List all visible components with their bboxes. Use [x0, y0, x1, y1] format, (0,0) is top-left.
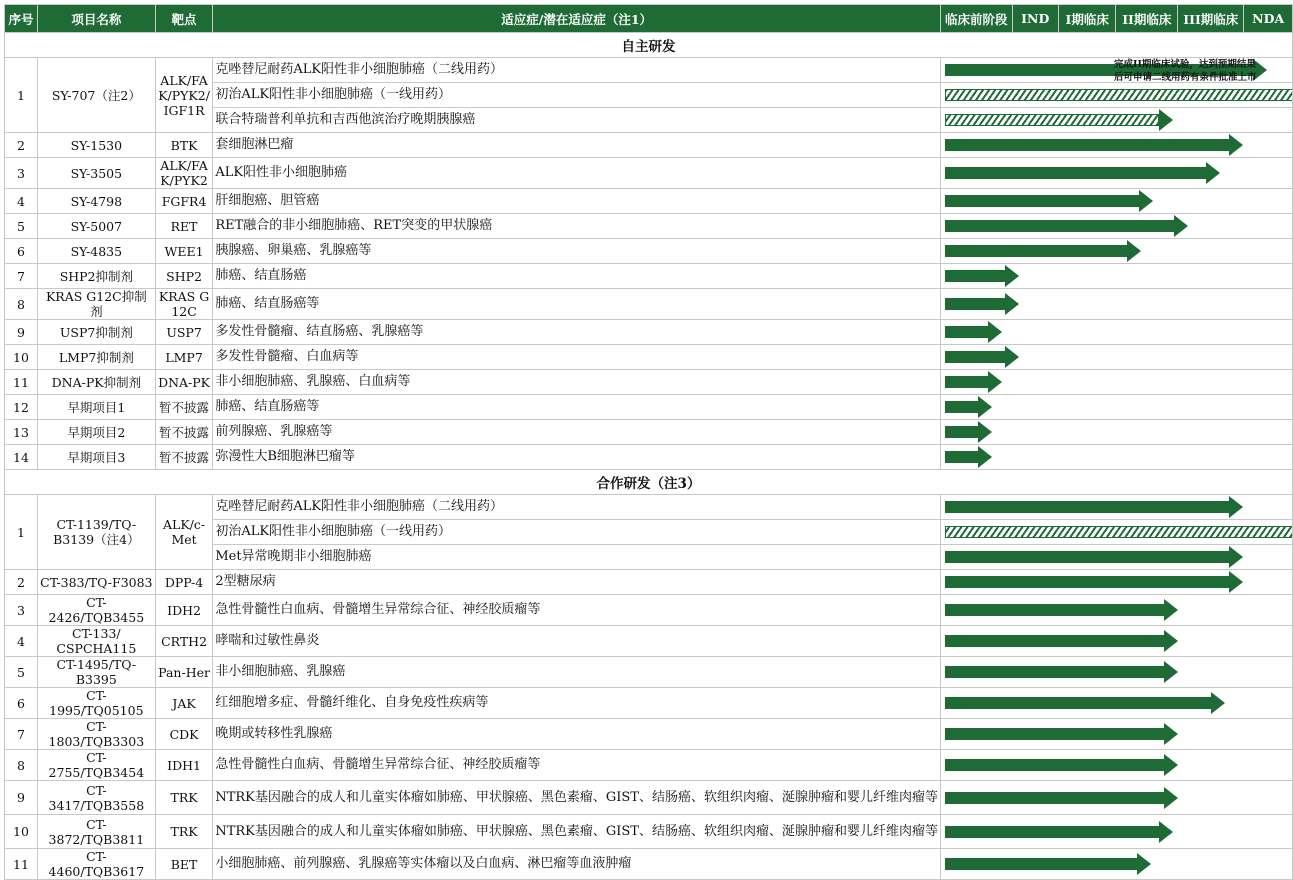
- progress-cell: [940, 750, 1292, 781]
- project-no: 1: [5, 495, 38, 570]
- table-row: [5, 420, 1293, 445]
- arrow-shaft-hatched: [945, 114, 1159, 126]
- col-header-phase3: III期临床: [1178, 5, 1244, 33]
- project-name: CT-383/TQ-F3083: [37, 570, 155, 595]
- arrow-head: [988, 321, 1002, 343]
- arrow-shaft-hatched: [945, 526, 1293, 538]
- project-target: CDK: [155, 719, 213, 750]
- project-target: TRK: [155, 815, 213, 849]
- progress-arrow: [945, 571, 1243, 593]
- arrow-shaft: [945, 635, 1164, 647]
- project-name: CT-2426/TQB3455: [37, 595, 155, 626]
- project-target: CRTH2: [155, 626, 213, 657]
- project-name: CT-1995/TQ05105: [37, 688, 155, 719]
- project-name: CT-1495/TQ-B3395: [37, 657, 155, 688]
- progress-arrow: [945, 630, 1178, 652]
- project-target: TRK: [155, 781, 213, 815]
- arrow-shaft-hatched: [945, 89, 1293, 101]
- indication: Met异常晚期非小细胞肺癌: [213, 545, 941, 570]
- progress-cell: [940, 345, 1292, 370]
- project-no: 14: [5, 445, 38, 470]
- indication: 哮喘和过敏性鼻炎: [213, 626, 941, 657]
- progress-cell: [940, 781, 1292, 815]
- progress-arrow: [945, 265, 1019, 287]
- project-no: 4: [5, 626, 38, 657]
- progress-arrow: [945, 446, 992, 468]
- table-row: [5, 320, 1293, 345]
- progress-cell: [940, 545, 1292, 570]
- project-name: DNA-PK抑制剂: [37, 370, 155, 395]
- indication: 2型糖尿病: [213, 570, 941, 595]
- project-target: SHP2: [155, 264, 213, 289]
- arrow-head: [1005, 265, 1019, 287]
- project-target: IDH1: [155, 750, 213, 781]
- progress-cell: [940, 320, 1292, 345]
- progress-cell: [940, 133, 1292, 158]
- progress-arrow: [945, 240, 1141, 262]
- project-target: WEE1: [155, 239, 213, 264]
- arrow-head: [1164, 599, 1178, 621]
- project-target: DPP-4: [155, 570, 213, 595]
- progress-cell: [940, 239, 1292, 264]
- arrow-shaft: [945, 220, 1174, 232]
- section-title: 合作研发（注3）: [5, 470, 1293, 495]
- project-no: 8: [5, 289, 38, 320]
- note-line-2: 后可申请二线用药有条件批准上市: [1114, 72, 1257, 83]
- indication: 肺癌、结直肠癌等: [213, 395, 941, 420]
- arrow-shaft: [945, 501, 1229, 513]
- arrow-shaft: [945, 326, 988, 338]
- indication: 初治ALK阳性非小细胞肺癌（一线用药）: [213, 83, 941, 108]
- phase2-note: [1114, 58, 1257, 84]
- arrow-head: [1164, 787, 1178, 809]
- arrow-head: [1229, 546, 1243, 568]
- progress-cell: [940, 264, 1292, 289]
- indication: 急性骨髓性白血病、骨髓增生异常综合征、神经胶质瘤等: [213, 595, 941, 626]
- arrow-shaft: [945, 792, 1164, 804]
- arrow-head: [1164, 630, 1178, 652]
- project-target: ALK/c-Met: [155, 495, 213, 570]
- project-name: SY-4835: [37, 239, 155, 264]
- indication: 晚期或转移性乳腺癌: [213, 719, 941, 750]
- col-header-no: 序号: [5, 5, 38, 33]
- project-no: 9: [5, 781, 38, 815]
- progress-cell: [940, 420, 1292, 445]
- arrow-shaft: [945, 167, 1206, 179]
- indication: 多发性骨髓瘤、白血病等: [213, 345, 941, 370]
- col-header-ind: IND: [1012, 5, 1058, 33]
- col-header-target: 靶点: [155, 5, 213, 33]
- arrow-shaft: [945, 245, 1127, 257]
- arrow-head: [1005, 293, 1019, 315]
- arrow-shaft: [945, 270, 1005, 282]
- progress-cell: [940, 445, 1292, 470]
- project-name: LMP7抑制剂: [37, 345, 155, 370]
- project-target: RET: [155, 214, 213, 239]
- table-row: [5, 58, 1293, 83]
- progress-cell: [940, 214, 1292, 239]
- project-no: 11: [5, 370, 38, 395]
- progress-arrow: [945, 496, 1243, 518]
- project-name: SY-707（注2）: [37, 58, 155, 133]
- arrow-shaft: [945, 604, 1164, 616]
- arrow-head: [1139, 190, 1153, 212]
- table-row: [5, 445, 1293, 470]
- progress-arrow: [945, 321, 1002, 343]
- pipeline-table: [4, 4, 1293, 880]
- progress-cell: [940, 595, 1292, 626]
- project-target: DNA-PK: [155, 370, 213, 395]
- progress-cell: [940, 158, 1292, 189]
- arrow-head: [1137, 853, 1151, 875]
- table-row: [5, 158, 1293, 189]
- arrow-shaft: [945, 298, 1005, 310]
- project-target: KRAS G12C: [155, 289, 213, 320]
- progress-arrow: [945, 371, 1002, 393]
- project-name: SY-4798: [37, 189, 155, 214]
- project-name: USP7抑制剂: [37, 320, 155, 345]
- progress-cell: [940, 849, 1292, 880]
- project-no: 8: [5, 750, 38, 781]
- project-name: CT-2755/TQB3454: [37, 750, 155, 781]
- table-row: [5, 239, 1293, 264]
- progress-cell: [940, 108, 1292, 133]
- project-no: 5: [5, 657, 38, 688]
- table-row: [5, 395, 1293, 420]
- project-no: 5: [5, 214, 38, 239]
- progress-arrow: [945, 599, 1178, 621]
- progress-arrow: [945, 723, 1178, 745]
- project-no: 1: [5, 58, 38, 133]
- arrow-shaft: [945, 376, 988, 388]
- arrow-shaft: [945, 401, 978, 413]
- indication: 克唑替尼耐药ALK阳性非小细胞肺癌（二线用药）: [213, 58, 941, 83]
- table-row: [5, 345, 1293, 370]
- project-name: SY-5007: [37, 214, 155, 239]
- project-no: 6: [5, 239, 38, 264]
- indication: 肺癌、结直肠癌: [213, 264, 941, 289]
- indication: NTRK基因融合的成人和儿童实体瘤如肺癌、甲状腺癌、黑色素瘤、GIST、结肠癌、软组织肉瘤、涎腺肿瘤和婴儿纤维肉瘤等: [213, 815, 941, 849]
- arrow-shaft: [945, 351, 1005, 363]
- indication: 前列腺癌、乳腺癌等: [213, 420, 941, 445]
- arrow-shaft: [945, 451, 978, 463]
- table-row: [5, 595, 1293, 626]
- arrow-head: [978, 396, 992, 418]
- col-header-preclinical: 临床前阶段: [940, 5, 1012, 33]
- table-row: [5, 495, 1293, 520]
- project-no: 2: [5, 133, 38, 158]
- arrow-shaft: [945, 697, 1211, 709]
- arrow-shaft: [945, 826, 1159, 838]
- project-no: 11: [5, 849, 38, 880]
- arrow-head: [1127, 240, 1141, 262]
- progress-arrow: [945, 787, 1178, 809]
- project-no: 4: [5, 189, 38, 214]
- project-name: SHP2抑制剂: [37, 264, 155, 289]
- arrow-shaft: [945, 759, 1164, 771]
- project-target: USP7: [155, 320, 213, 345]
- project-name: CT-1803/TQB3303: [37, 719, 155, 750]
- indication: 急性骨髓性白血病、骨髓增生异常综合征、神经胶质瘤等: [213, 750, 941, 781]
- indication: 胰腺癌、卵巢癌、乳腺癌等: [213, 239, 941, 264]
- arrow-head: [1206, 162, 1220, 184]
- table-row: [5, 214, 1293, 239]
- col-header-indication: 适应症/潜在适应症（注1）: [213, 5, 941, 33]
- progress-cell: [940, 520, 1292, 545]
- indication: 肝细胞癌、胆管癌: [213, 189, 941, 214]
- project-target: Pan-Her: [155, 657, 213, 688]
- arrow-shaft: [945, 576, 1229, 588]
- indication: 非小细胞肺癌、乳腺癌: [213, 657, 941, 688]
- project-target: JAK: [155, 688, 213, 719]
- indication: 套细胞淋巴瘤: [213, 133, 941, 158]
- project-name: CT-1139/TQ-B3139（注4）: [37, 495, 155, 570]
- table-row: [5, 815, 1293, 849]
- table-row: [5, 289, 1293, 320]
- arrow-head: [978, 421, 992, 443]
- indication: 弥漫性大B细胞淋巴瘤等: [213, 445, 941, 470]
- table-row: [5, 849, 1293, 880]
- project-name: 早期项目3: [37, 445, 155, 470]
- project-name: 早期项目1: [37, 395, 155, 420]
- arrow-head: [1211, 692, 1225, 714]
- progress-arrow: [945, 421, 992, 443]
- indication: 初治ALK阳性非小细胞肺癌（一线用药）: [213, 520, 941, 545]
- project-target: 暂不披露: [155, 420, 213, 445]
- project-name: SY-3505: [37, 158, 155, 189]
- progress-arrow: [945, 821, 1173, 843]
- indication: 肺癌、结直肠癌等: [213, 289, 941, 320]
- progress-arrow: [945, 109, 1173, 131]
- project-name: CT-133/ CSPCHA115: [37, 626, 155, 657]
- table-row: [5, 626, 1293, 657]
- arrow-shaft: [945, 666, 1164, 678]
- project-target: BET: [155, 849, 213, 880]
- progress-arrow: [945, 754, 1178, 776]
- arrow-head: [978, 446, 992, 468]
- project-target: ALK/FAK/PYK2: [155, 158, 213, 189]
- arrow-head: [988, 371, 1002, 393]
- arrow-shaft: [945, 551, 1229, 563]
- col-header-nda: NDA: [1244, 5, 1293, 33]
- arrow-head: [1005, 346, 1019, 368]
- arrow-shaft: [945, 858, 1137, 870]
- table-row: [5, 688, 1293, 719]
- arrow-shaft: [945, 195, 1139, 207]
- col-header-phase2: II期临床: [1116, 5, 1178, 33]
- table-row: [5, 719, 1293, 750]
- table-row: [5, 750, 1293, 781]
- project-name: 早期项目2: [37, 420, 155, 445]
- progress-arrow: [945, 215, 1188, 237]
- indication: 小细胞肺癌、前列腺癌、乳腺癌等实体瘤以及白血病、淋巴瘤等血液肿瘤: [213, 849, 941, 880]
- arrow-head: [1229, 134, 1243, 156]
- arrow-head: [1164, 661, 1178, 683]
- project-no: 6: [5, 688, 38, 719]
- project-no: 9: [5, 320, 38, 345]
- project-target: BTK: [155, 133, 213, 158]
- table-row: [5, 657, 1293, 688]
- col-header-phase1: I期临床: [1058, 5, 1116, 33]
- section-row: [5, 33, 1293, 58]
- progress-arrow: [945, 134, 1243, 156]
- progress-arrow: [945, 84, 1293, 106]
- progress-cell: [940, 495, 1292, 520]
- project-target: 暂不披露: [155, 445, 213, 470]
- col-header-name: 项目名称: [37, 5, 155, 33]
- project-no: 10: [5, 345, 38, 370]
- note-line-1: 完成II期临床试验，达到预期结果: [1114, 59, 1256, 70]
- indication: 红细胞增多症、骨髓纤维化、自身免疫性疾病等: [213, 688, 941, 719]
- arrow-head: [1164, 754, 1178, 776]
- progress-arrow: [945, 692, 1225, 714]
- progress-cell: [940, 395, 1292, 420]
- indication: 克唑替尼耐药ALK阳性非小细胞肺癌（二线用药）: [213, 495, 941, 520]
- arrow-head: [1174, 215, 1188, 237]
- progress-arrow: [945, 396, 992, 418]
- table-row: [5, 570, 1293, 595]
- project-no: 3: [5, 158, 38, 189]
- indication: 多发性骨髓瘤、结直肠癌、乳腺癌等: [213, 320, 941, 345]
- progress-cell: [940, 370, 1292, 395]
- progress-arrow: [945, 521, 1293, 543]
- arrow-shaft: [945, 728, 1164, 740]
- project-name: CT-3417/TQB3558: [37, 781, 155, 815]
- progress-cell: [940, 626, 1292, 657]
- arrow-head: [1159, 821, 1173, 843]
- table-row: [5, 133, 1293, 158]
- progress-arrow: [945, 346, 1019, 368]
- indication: ALK阳性非小细胞肺癌: [213, 158, 941, 189]
- arrow-head: [1229, 496, 1243, 518]
- table-row: [5, 189, 1293, 214]
- progress-cell: [940, 815, 1292, 849]
- project-no: 13: [5, 420, 38, 445]
- project-name: SY-1530: [37, 133, 155, 158]
- progress-arrow: [945, 293, 1019, 315]
- progress-cell: [940, 289, 1292, 320]
- indication: RET融合的非小细胞肺癌、RET突变的甲状腺癌: [213, 214, 941, 239]
- progress-cell: [940, 83, 1292, 108]
- progress-arrow: [945, 546, 1243, 568]
- project-no: 12: [5, 395, 38, 420]
- project-name: KRAS G12C抑制剂: [37, 289, 155, 320]
- progress-arrow: [945, 162, 1220, 184]
- project-target: FGFR4: [155, 189, 213, 214]
- project-no: 3: [5, 595, 38, 626]
- project-no: 10: [5, 815, 38, 849]
- arrow-head: [1164, 723, 1178, 745]
- project-target: IDH2: [155, 595, 213, 626]
- progress-arrow: [945, 190, 1153, 212]
- section-row: [5, 470, 1293, 495]
- table-row: [5, 370, 1293, 395]
- progress-cell: [940, 570, 1292, 595]
- project-no: 7: [5, 264, 38, 289]
- progress-cell: [940, 688, 1292, 719]
- project-target: 暂不披露: [155, 395, 213, 420]
- project-name: CT-4460/TQB3617: [37, 849, 155, 880]
- progress-arrow: [945, 661, 1178, 683]
- progress-cell: [940, 719, 1292, 750]
- project-no: 2: [5, 570, 38, 595]
- project-target: LMP7: [155, 345, 213, 370]
- progress-cell: [940, 657, 1292, 688]
- arrow-shaft: [945, 426, 978, 438]
- progress-cell: [940, 189, 1292, 214]
- arrow-head: [1159, 109, 1173, 131]
- project-name: CT-3872/TQB3811: [37, 815, 155, 849]
- section-title: 自主研发: [5, 33, 1293, 58]
- arrow-head: [1229, 571, 1243, 593]
- project-target: ALK/FAK/PYK2/IGF1R: [155, 58, 213, 133]
- table-row: [5, 781, 1293, 815]
- header-row: [5, 5, 1293, 33]
- indication: NTRK基因融合的成人和儿童实体瘤如肺癌、甲状腺癌、黑色素瘤、GIST、结肠癌、软组织肉瘤、涎腺肿瘤和婴儿纤维肉瘤等: [213, 781, 941, 815]
- indication: 非小细胞肺癌、乳腺癌、白血病等: [213, 370, 941, 395]
- indication: 联合特瑞普利单抗和吉西他滨治疗晚期胰腺癌: [213, 108, 941, 133]
- progress-arrow: [945, 853, 1151, 875]
- project-no: 7: [5, 719, 38, 750]
- table-row: [5, 264, 1293, 289]
- arrow-shaft: [945, 139, 1229, 151]
